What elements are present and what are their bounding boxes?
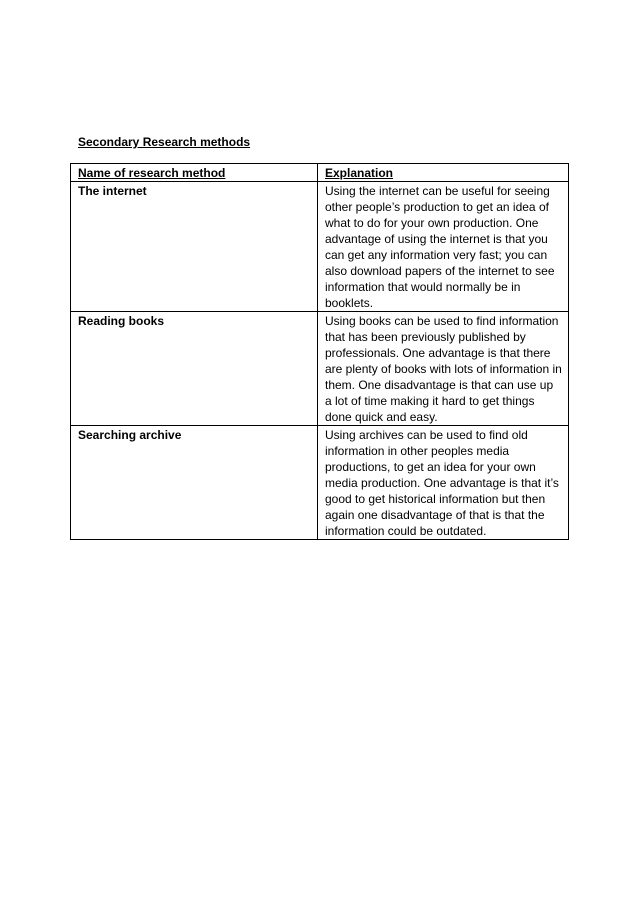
method-name-cell: Reading books [71, 312, 318, 426]
method-name-cell: Searching archive [71, 426, 318, 540]
header-method-name: Name of research method [71, 164, 318, 182]
explanation-cell: Using books can be used to find information that has been previously published by professionals. One advantage is that there are plenty of books with lots of information in them. One disadvantage is that can use up a lot of time making it hard to get things done quick and easy. [318, 312, 569, 426]
table-row [71, 312, 569, 426]
method-name-cell: The internet [71, 182, 318, 312]
table-header-row [71, 164, 569, 182]
explanation-cell: Using archives can be used to find old information in other peoples media productions, to get an idea for your own media production. One advantage is that it’s good to get historical information but then again one disadvantage of that is that the information could be outdated. [318, 426, 569, 540]
header-explanation: Explanation [318, 164, 569, 182]
explanation-cell: Using the internet can be useful for seeing other people’s production to get an idea of what to do for your own production. One advantage of using the internet is that you can get any information very fast; you can also download papers of the internet to see information that would normally be in booklets. [318, 182, 569, 312]
table-row [71, 426, 569, 540]
research-methods-table [70, 163, 569, 540]
table-row [71, 182, 569, 312]
document-heading: Secondary Research methods [78, 135, 251, 149]
